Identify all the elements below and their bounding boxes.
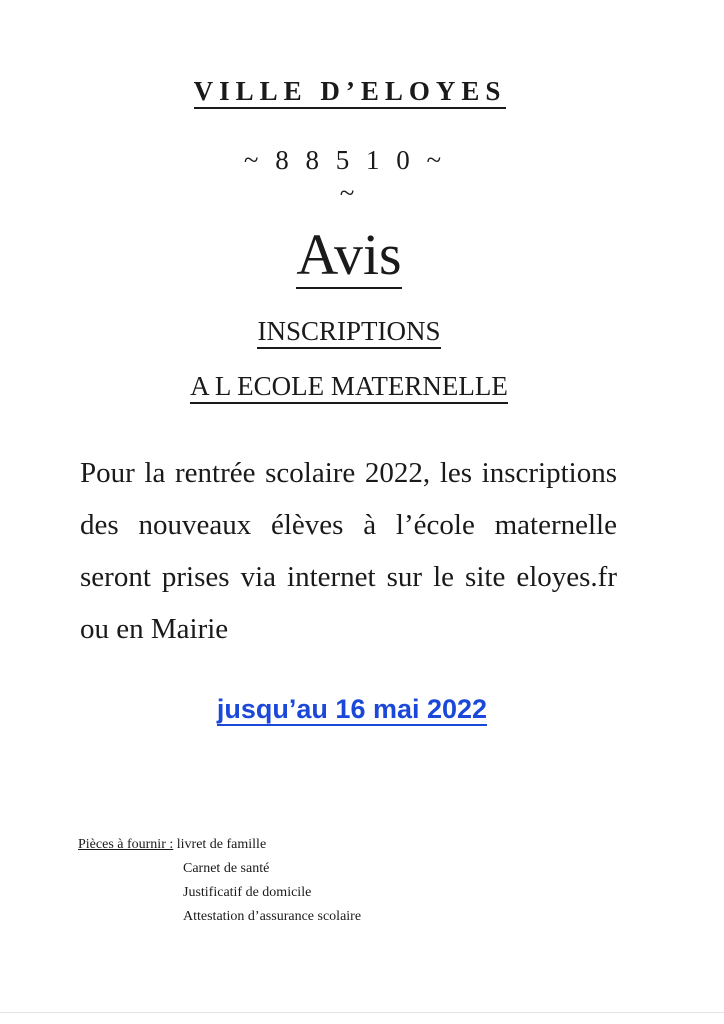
deadline-text: jusqu’au 16 mai 2022: [216, 694, 488, 724]
scan-edge-divider: [0, 1012, 724, 1013]
body-line-4: ou en Mairie: [80, 613, 229, 645]
tilde-separator: ~: [339, 178, 355, 208]
documents-item-first: livret de famille: [176, 837, 267, 852]
documents-item: Carnet de santé: [183, 861, 270, 876]
documents-list: [183, 857, 361, 929]
body-line-1: Pour la rentrée scolaire 2022, les inscriptions: [80, 457, 617, 489]
documents-required: [78, 833, 266, 857]
notice-title: [0, 222, 698, 288]
town-name-text: VILLE D’ELOYES: [194, 76, 507, 109]
documents-item: Attestation d’assurance scolaire: [183, 909, 362, 924]
heading-inscriptions: [0, 314, 698, 348]
heading-ecole-maternelle: [0, 369, 698, 403]
body-paragraph: [80, 447, 617, 655]
documents-label: Pièces à fournir :: [78, 837, 174, 852]
deadline: [0, 692, 704, 726]
town-name: [0, 74, 700, 108]
notice-title-text: Avis: [296, 222, 402, 287]
body-line-2: des nouveaux élèves à l’école maternelle: [80, 509, 617, 541]
documents-item: Justificatif de domicile: [183, 885, 312, 900]
body-line-3: seront prises via internet sur le site eloyes.fr: [80, 561, 617, 593]
heading-ecole-maternelle-text: A L ECOLE MATERNELLE: [190, 371, 508, 404]
heading-inscriptions-text: INSCRIPTIONS: [257, 316, 440, 349]
postcode: ~ 8 8 5 1 0 ~: [243, 145, 447, 175]
